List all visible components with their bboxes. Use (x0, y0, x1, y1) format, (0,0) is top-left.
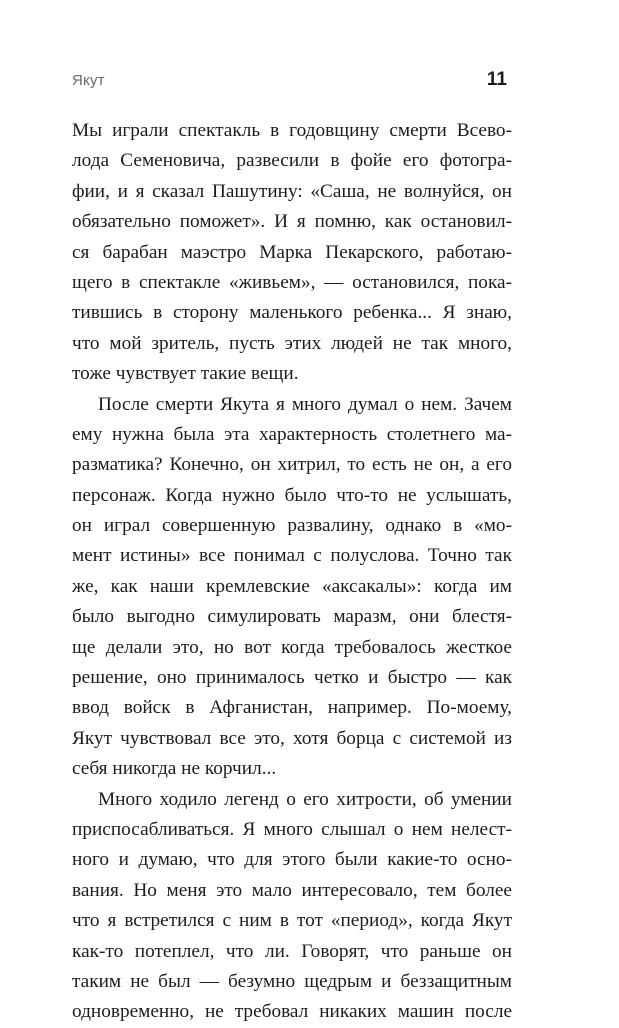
text-line: персонаж. Когда нужно было что-то не услышать, (72, 484, 512, 506)
paragraph (72, 785, 512, 1028)
text-line: что мой зритель, пусть этих людей не так много, (72, 332, 512, 354)
text-line: же, как наши кремлевские «аксакалы»: когда им (72, 575, 512, 597)
text-line: ввод войск в Афганистан, например. По-моему, (72, 697, 512, 719)
paragraph (72, 390, 512, 785)
body-text (72, 116, 512, 1028)
paragraph (72, 116, 512, 390)
text-line: тившись в сторону маленького ребенка... Я знаю, (72, 302, 512, 324)
text-line: обязательно поможет». И я помню, как остановил- (72, 211, 512, 233)
text-line: разматика? Конечно, он хитрил, то есть не он, а его (72, 454, 512, 476)
text-line: что я встретился с ним в тот «период», когда Якут (72, 910, 512, 932)
text-line: себя никогда не корчил... (72, 758, 277, 780)
text-line: Якут чувствовал все это, хотя борца с системой из (72, 727, 512, 749)
text-line: Мы играли спектакль в годовщину смерти Всево- (72, 120, 512, 141)
text-line: как-то потеплел, что ли. Говорят, что раньше он (72, 940, 512, 962)
text-line: мент истины» все понимал с полуслова. Точно так (72, 545, 512, 567)
text-line: приспосабливаться. Я много слышал о нем нелест- (72, 818, 512, 840)
text-line: ще делали это, но вот когда требовалось жесткое (72, 636, 512, 658)
text-line: После смерти Якута я много думал о нем. Зачем (98, 393, 512, 415)
text-line: тоже чувствует такие вещи. (72, 363, 299, 385)
text-line: ного и думаю, что для этого были какие-то осно- (72, 849, 512, 871)
text-line: он играл совершенную развалину, однако в «мо- (72, 515, 512, 537)
text-line: фии, и я сказал Пашутину: «Саша, не волнуйся, он (72, 180, 512, 202)
running-title: Якут (72, 72, 105, 89)
text-line: было выгодно симулировать маразм, они блестя- (72, 606, 512, 628)
text-line: решение, оно принималось четко и быстро — как (72, 667, 512, 689)
text-line: Много ходило легенд о его хитрости, об умении (98, 788, 512, 810)
text-line: ему нужна была эта характерность столетнего ма- (72, 423, 512, 445)
text-line: одновременно, не требовал никаких машин после (72, 1001, 512, 1023)
text-line: вания. Но меня это мало интересовало, тем более (72, 879, 512, 901)
page-number: 11 (486, 69, 507, 90)
text-line: щего в спектакле «живьем», — остановился, пока- (72, 271, 512, 293)
text-line: таким не был — безумно щедрым и беззащитным (72, 970, 512, 992)
text-line: лода Семеновича, развесили в фойе его фотогра- (72, 150, 512, 172)
text-line: ся барабан маэстро Марка Пекарского, работаю- (72, 241, 512, 263)
